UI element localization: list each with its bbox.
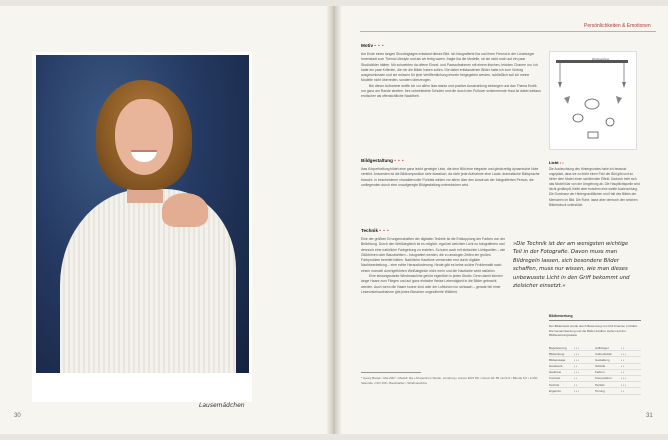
bildgestaltung-rating: • • • bbox=[394, 158, 405, 163]
photo-face bbox=[115, 99, 173, 175]
table-cell: Farben bbox=[595, 370, 605, 375]
lighting-diagram bbox=[549, 51, 637, 150]
technik-paragraph: Eine der größten Errungenschaften der digitalen Technik ist die Entkopplung der Farben von der Belichtung. Durch den Weißabgleich ist es möglich, egal bei welchem Licht zu fotografieren und dennoch eine natürliche Farbgebung zu erzielen. So kann auch mit einfachen Lichtquellen – wie Glühbirnen oder Baustrahlern – fotografiert werden, die zu analogen Zeiten ein großes Farbproblem bereitet hätten. Natürliche Hauttöne verwenden erst durch digitale Nachbearbeitung – eine echte Herausforderung. Heute gibt es keine solche Problematik nach einem manuell durchgeführten Weißabgleich nicht mehr und die Hautfarbe wirkt natürlich. bbox=[361, 237, 506, 273]
diagram-label: Windmaschine bbox=[592, 58, 610, 61]
light-head-icon bbox=[622, 82, 626, 88]
table-cell: Ergebnis bbox=[549, 388, 561, 393]
table-cell: Begeisterung bbox=[549, 345, 567, 350]
table-cell: Bildaussage bbox=[549, 357, 566, 362]
motiv-title: Motiv bbox=[361, 43, 373, 48]
table-cell: • • bbox=[574, 382, 577, 387]
bildgestaltung-paragraph: Ikas Körperhaltung bildet eine ganz leicht geneigte Linie, die dem Bild eine elegante und gleichzeitig dynamische Note verleiht. Ansonsten ist die Bildkomposition sehr klassisch, da nicht jede Aufnahme eine Laute, dramatische Bildsprache braucht. In bescheidener charaktervoller Porträts wirken vor allem über den Ausdruck der fotografierten Person, die umliegenden durch eine unaufgeregte Bildgestaltung unterstrichen wird. bbox=[361, 167, 540, 187]
softbox-icon bbox=[573, 114, 583, 122]
table-cell: • • bbox=[621, 388, 624, 393]
technik-title: Technik bbox=[361, 228, 379, 233]
table-cell: • • bbox=[621, 345, 624, 350]
wind-machine-icon bbox=[606, 118, 614, 126]
table-cell: Aufhänger bbox=[595, 345, 609, 350]
model-position-icon bbox=[585, 99, 599, 109]
motiv-paragraph: Am Ende eines langen Shootingtages entstand dieses Bild. Ich fotografierte Ika und ihren Freund in der Lüneburger Innenstadt zum Thema Lifestyle und als wir fertig waren, fragte Ika die Modelle, ob sie nicht noch auf ein paar Studiobilder hätten. Mir schwebten da offene Einzel- und Paaraufnahmen mit einem frischen, leichten Charme vor. Ich hatte ein paar Kriterien, die mir die Bilder haben sollen. Die dabei entstandenen Bilder habe ich zum Vortrag ausgeschlossen und sie müssen für jede Veröffentlichung einzeln freigegeben werden, schließlich soll ich meine Modelle nicht überreden, sondern überzeugen. bbox=[361, 52, 538, 83]
licht-text: Die Ausleuchtung des Hintergrundes habe ich bewusst ungeplant, dass sie zu leicht einen Fehl der Bild gibt und so hinter dem Model einen schillernden Effekt. Dadurch hebt sich das Modell klar von der Umgebung ab. Die Hauptlichtquelle wird leicht gedämpft, bleibt aber trotzdem eine sanfte Ausleuchtung. Die Dominanz der Hintergrundflächen und Halt des Bildes der Menschen im Bild. Die Ruhe, lasse aber dennoch den weichen Bildeindruck unterstützt. bbox=[549, 167, 640, 207]
table-cell: • • • bbox=[621, 382, 626, 387]
page-number-left: 30 bbox=[14, 413, 21, 419]
table-cell: • • • bbox=[574, 351, 579, 356]
photo-shoulder bbox=[162, 193, 208, 227]
technik-heading bbox=[361, 228, 389, 233]
header-rule bbox=[360, 31, 656, 32]
rating-table bbox=[549, 345, 641, 395]
table-row bbox=[549, 388, 641, 394]
motiv-heading bbox=[361, 43, 384, 48]
section-header: Persönlichkeiten & Emotionen bbox=[584, 23, 651, 29]
portrait-photo bbox=[36, 55, 249, 373]
table-cell: • • bbox=[574, 364, 577, 369]
lighting-diagram-svg bbox=[550, 52, 636, 149]
light-head-icon bbox=[558, 82, 562, 88]
motiv-rating: • • • bbox=[374, 43, 385, 48]
table-cell: Authentizität bbox=[595, 351, 612, 356]
table-cell: • • • bbox=[574, 388, 579, 393]
bildgestaltung-text bbox=[361, 167, 541, 188]
table-cell: Kontrast bbox=[549, 376, 561, 381]
footnote: * Georg Banek • Mai 2007 • Modell: Ika • Artspectrum Studio, Lüneburg • Canon EOS 5D • Canon EF 85 mm/1:8 • Blende 5,0 • 1/160 Sekunde • ISO 100 • Baustrahler • Windmaschine bbox=[361, 376, 538, 385]
page-number-right: 31 bbox=[646, 413, 653, 419]
table-cell: • • • bbox=[621, 376, 626, 381]
table-cell: • • • bbox=[574, 345, 579, 350]
table-cell: Bildwirkung bbox=[549, 351, 565, 356]
footnote-rule bbox=[361, 372, 421, 373]
table-cell: Technik bbox=[549, 382, 560, 387]
camera-icon bbox=[588, 132, 598, 138]
table-cell: • • bbox=[621, 364, 624, 369]
table-cell: Schärfe bbox=[595, 364, 606, 369]
rating-table-rule bbox=[549, 320, 641, 321]
licht-title: Licht bbox=[549, 160, 559, 165]
pull-quote: »Die Technik ist der am wenigsten wichtige Teil in der Fotografie. Davon muss man Bildregeln lassen, sich besondere Bilder schaffen, muss nur wissen, wie man dieses unbewusste Licht in den Griff bekommt und zielsicher einsetzt.« bbox=[513, 241, 630, 290]
technik-rating: • • • bbox=[379, 228, 390, 233]
table-cell: Tonung bbox=[595, 388, 605, 393]
table-cell: • • bbox=[621, 370, 624, 375]
licht-heading bbox=[549, 160, 564, 165]
technik-paragraph: Eine leistungsstarke Windmaschine gehört eigentlich in jedes Studio. Denn damit können lange Haare zum Fliegen und auf ganz einfache Weise Lebendigkeit in die Bilder gebracht werden. Auch wenn die Haare kurzer sind oder der Luftstrom nur schwach – gerade bei einer Lesevinkelnaufnahme gibt jedes Bisschen ungezähmte Wildheit. bbox=[361, 274, 503, 294]
licht-rating: • • bbox=[559, 160, 564, 165]
table-cell: Komposition bbox=[595, 376, 612, 381]
bildgestaltung-title: Bildgestaltung bbox=[361, 158, 393, 163]
photo-caption: Lausemädchen bbox=[199, 402, 245, 409]
light-head-icon bbox=[616, 96, 622, 104]
technik-text bbox=[361, 237, 506, 295]
motiv-text bbox=[361, 52, 541, 100]
table-cell: Hauttöne bbox=[549, 370, 562, 375]
bildgestaltung-heading bbox=[361, 158, 404, 163]
rating-table-title: Bildbewertung bbox=[549, 314, 573, 318]
table-cell: • • • bbox=[574, 370, 579, 375]
light-head-icon bbox=[564, 96, 570, 104]
table-cell: Perfekt bbox=[595, 382, 605, 387]
table-cell: • • • bbox=[621, 351, 626, 356]
motiv-paragraph: Bei dieser Aufnahme wollte ich vor allem Ikas starke und positive Ausstrahlung einfangen und das Thema Erotik nur ganz am Rande streifen. Ihre unbekleidete Schulter und die durch den Pullover schimmernde Haut ist dabei weitaus erotischer als offensichtliche Nacktheit. bbox=[361, 83, 541, 99]
table-cell: Handwerk bbox=[549, 364, 563, 369]
table-cell: • • bbox=[621, 357, 624, 362]
table-cell: • • bbox=[574, 376, 577, 381]
table-cell: Gestaltung bbox=[595, 357, 610, 362]
photo-sweater bbox=[60, 189, 236, 373]
book-gutter bbox=[326, 6, 342, 434]
table-cell: • • • bbox=[574, 357, 579, 362]
rating-table-intro: Der Bildeinsatz wurde durch Bewertung von fünf Kriterien ermittelt. Die Gesamtwertung und die Bilder darüber stehen auf der Bildbewertungsskala. bbox=[549, 324, 638, 338]
